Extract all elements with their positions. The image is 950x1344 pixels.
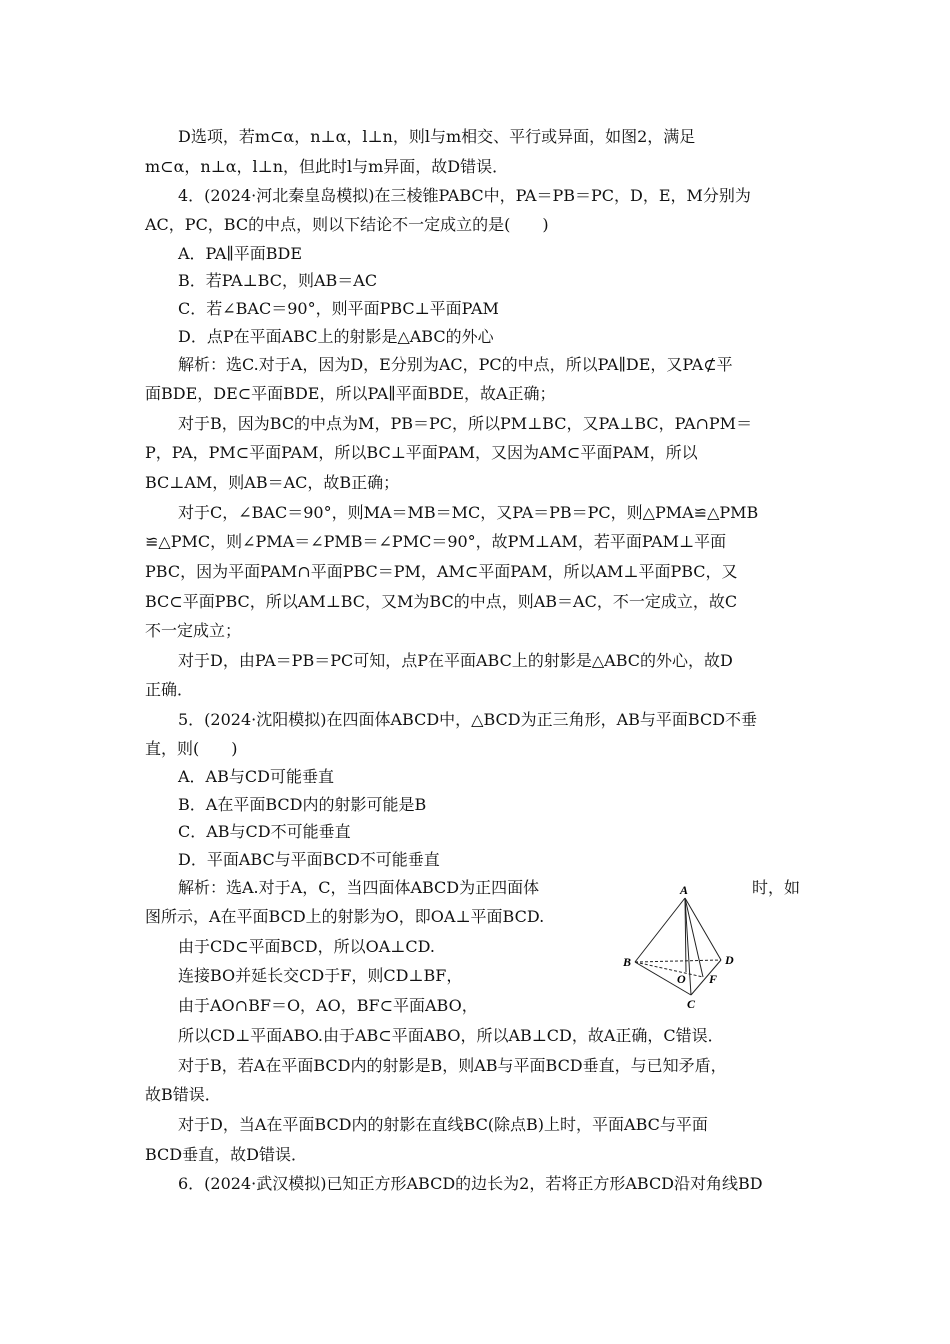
label-c: C bbox=[687, 997, 696, 1011]
option-c: C．若∠BAC＝90°，则平面PBC⊥平面PAM bbox=[178, 299, 499, 318]
text-line: 对于B，因为BC的中点为M，PB＝PC，所以PM⊥BC，又PA⊥BC，PA∩PM＝ bbox=[178, 414, 753, 433]
label-b: B bbox=[623, 955, 632, 969]
text-line: P，PA，PM⊂平面PAM，所以BC⊥平面PAM，又因为AM⊂平面PAM，所以 bbox=[145, 443, 698, 462]
text-line: 正确． bbox=[145, 680, 194, 699]
option-b: B．A在平面BCD内的射影可能是B bbox=[178, 795, 427, 814]
segment-bf-hidden bbox=[635, 962, 703, 977]
text-line: 面BDE，DE⊂平面BDE，所以PA∥平面BDE，故A正确； bbox=[145, 384, 556, 403]
text-line: 对于D，当A在平面BCD内的射影在直线BC(除点B)上时，平面ABC与平面 bbox=[178, 1115, 708, 1134]
text-line: 由于CD⊂平面BCD，所以OA⊥CD. bbox=[178, 937, 435, 956]
edge-ab bbox=[635, 898, 685, 962]
text-line: 不一定成立； bbox=[145, 621, 242, 640]
text-line: 对于B，若A在平面BCD内的射影是B，则AB与平面BCD垂直，与已知矛盾， bbox=[178, 1056, 727, 1075]
text-line: 对于D，由PA＝PB＝PC可知，点P在平面ABC上的射影是△ABC的外心，故D bbox=[178, 651, 733, 670]
text-line: BC⊂平面PBC，所以AM⊥BC，又M为BC的中点，则AB＝AC，不一定成立，故C bbox=[145, 592, 738, 611]
label-d: D bbox=[725, 953, 734, 967]
text-line: m⊂α，n⊥α，l⊥n，但此时l与m异面，故D错误． bbox=[145, 157, 509, 176]
option-a: A．PA∥平面BDE bbox=[178, 244, 303, 263]
text-line: 图所示，A在平面BCD上的射影为O，即OA⊥平面BCD. bbox=[145, 907, 545, 926]
option-c: C．AB与CD不可能垂直 bbox=[178, 822, 351, 841]
question-6-stem: 6．(2024·武汉模拟)已知正方形ABCD的边长为2，若将正方形ABCD沿对角线BD bbox=[178, 1174, 763, 1193]
option-a: A．AB与CD可能垂直 bbox=[178, 767, 334, 786]
text-line: BCD垂直，故D错误． bbox=[145, 1145, 307, 1164]
option-b: B．若PA⊥BC，则AB＝AC bbox=[178, 271, 378, 290]
text-line: 时，如 bbox=[752, 878, 801, 897]
question-5-stem: 5．(2024·沈阳模拟)在四面体ABCD中，△BCD为正三角形，AB与平面BCD不垂 bbox=[178, 710, 758, 729]
text-line: D选项，若m⊂α，n⊥α，l⊥n，则l与m相交、平行或异面，如图2，满足 bbox=[178, 127, 696, 146]
text-line: 直，则( ) bbox=[145, 739, 238, 758]
option-d: D．点P在平面ABC上的射影是△ABC的外心 bbox=[178, 327, 494, 346]
edge-ad bbox=[685, 898, 721, 960]
edge-bd-hidden bbox=[635, 960, 721, 962]
text-line: 故B错误． bbox=[145, 1085, 221, 1104]
label-f: F bbox=[709, 972, 718, 986]
text-line: 所以CD⊥平面ABO.由于AB⊂平面ABO，所以AB⊥CD，故A正确，C错误． bbox=[178, 1026, 724, 1045]
text-line: BC⊥AM，则AB＝AC，故B正确； bbox=[145, 473, 400, 492]
text-line: 由于AO∩BF＝O，AO，BF⊂平面ABO， bbox=[178, 996, 478, 1015]
text-line: 连接BO并延长交CD于F，则CD⊥BF， bbox=[178, 966, 463, 985]
solution-line: 解析：选A.对于A，C，当四面体ABCD为正四面体 bbox=[178, 878, 540, 897]
option-d: D．平面ABC与平面BCD不可能垂直 bbox=[178, 850, 440, 869]
tetrahedron-figure bbox=[615, 880, 745, 1015]
label-o: O bbox=[677, 972, 686, 986]
question-4-stem: 4．(2024·河北秦皇岛模拟)在三棱锥PABC中，PA＝PB＝PC，D，E，M分别为 bbox=[178, 186, 751, 205]
text-line: ≌△PMC，则∠PMA＝∠PMB＝∠PMC＝90°，故PM⊥AM，若平面PAM⊥平面 bbox=[145, 532, 727, 551]
text-line: PBC，因为平面PAM∩平面PBC＝PM，AM⊂平面PAM，所以AM⊥平面PBC，又 bbox=[145, 562, 738, 581]
solution-line: 解析：选C.对于A，因为D，E分别为AC，PC的中点，所以PA∥DE，又PA⊄平 bbox=[178, 355, 733, 374]
text-line: 对于C，∠BAC＝90°，则MA＝MB＝MC，又PA＝PB＝PC，则△PMA≌△PMB bbox=[178, 503, 759, 522]
text-line: AC，PC，BC的中点，则以下结论不一定成立的是( ) bbox=[145, 215, 549, 234]
label-a: A bbox=[680, 883, 689, 897]
